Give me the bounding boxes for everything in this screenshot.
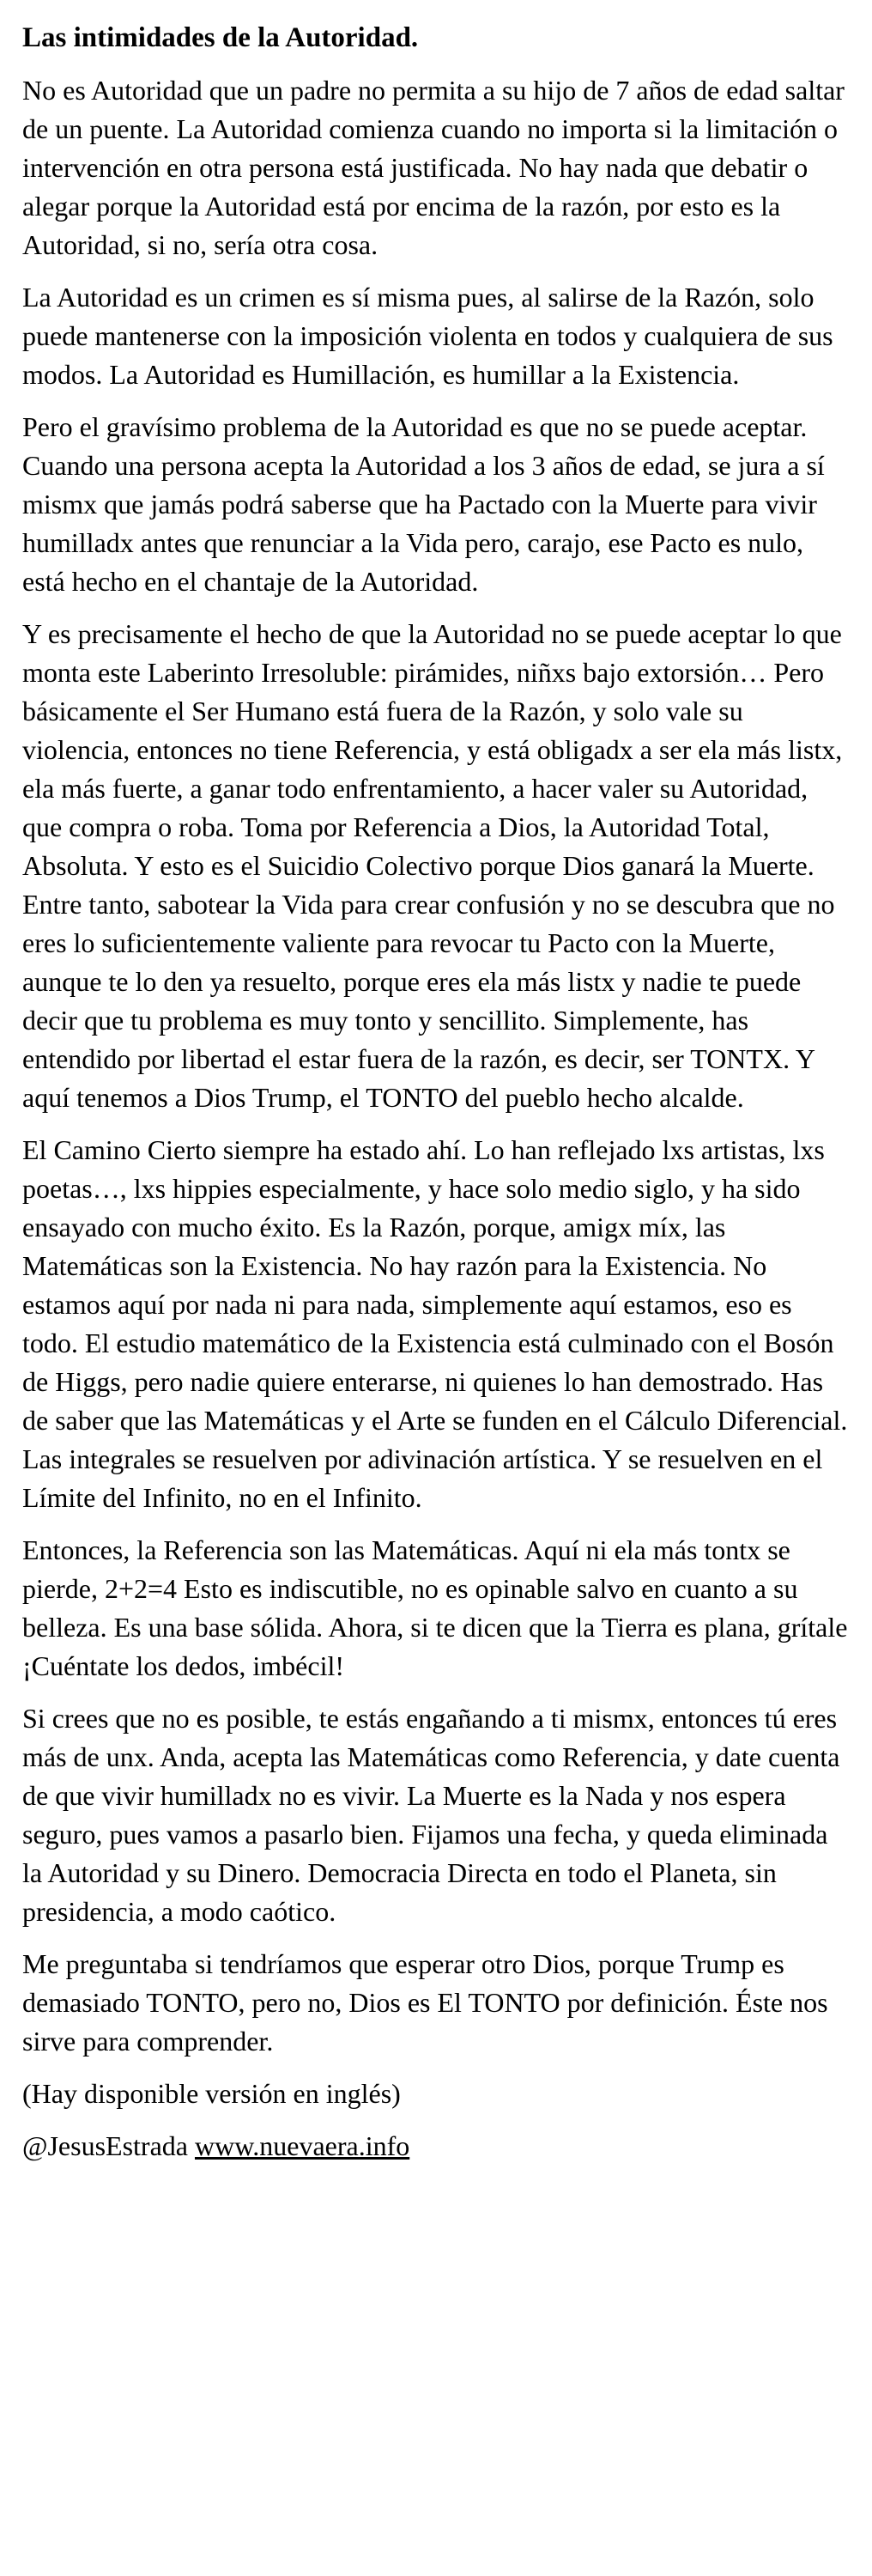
signature-line	[22, 2127, 850, 2166]
paragraph-1: No es Autoridad que un padre no permita a su hijo de 7 años de edad saltar de un puente. La Autoridad comienza cuando no importa si la limitación o intervención en otra persona está justificada. No hay nada que debatir o alegar porque la Autoridad está por encima de la razón, por esto es la Autoridad, si no, sería otra cosa.	[22, 75, 845, 260]
website-link[interactable]: www.nuevaera.info	[194, 2130, 410, 2161]
paragraph-5: El Camino Cierto siempre ha estado ahí. Lo han reflejado lxs artistas, lxs poetas…, lxs hippies especialmente, y hace solo medio siglo, y ha sido ensayado con mucho éxito. Es la Razón, porque, amigx míx, las Matemáticas son la Existencia. No hay razón para la Existencia. No estamos aquí por nada ni para nada, simplemente aquí estamos, eso es todo. El estudio matemático de la Existencia está culminado con el Bosón de Higgs, pero nadie quiere enterarse, ni quienes lo han demostrado. Has de saber que las Matemáticas y el Arte se funden en el Cálculo Diferencial. Las integrales se resuelven por adivinación artística. Y se resuelven en el Límite del Infinito, no en el Infinito.	[22, 1134, 848, 1513]
paragraph-3: Pero el gravísimo problema de la Autoridad es que no se puede aceptar. Cuando una persona acepta la Autoridad a los 3 años de edad, se jura a sí mismx que jamás podrá saberse que ha Pactado con la Muerte para vivir humilladx antes que renunciar a la Vida pero, carajo, ese Pacto es nulo, está hecho en el chantaje de la Autoridad.	[22, 411, 825, 597]
paragraph-6: Entonces, la Referencia son las Matemáticas. Aquí ni ela más tontx se pierde, 2+2=4 Esto es indiscutible, no es opinable salvo en cuanto a su belleza. Es una base sólida. Ahora, si te dicen que la Tierra es plana, grítale ¡Cuéntate los dedos, imbécil!	[22, 1534, 848, 1681]
paragraph-7: Si crees que no es posible, te estás engañando a ti mismx, entonces tú eres más de unx. Anda, acepta las Matemáticas como Referencia, y date cuenta de que vivir humilladx no es vivir. La Muerte es la Nada y nos espera seguro, pues vamos a pasarlo bien. Fijamos una fecha, y queda eliminada la Autoridad y su Dinero. Democracia Directa en todo el Planeta, sin presidencia, a modo caótico.	[22, 1703, 840, 1927]
english-version-note: (Hay disponible versión en inglés)	[22, 2078, 401, 2109]
paragraph-2: La Autoridad es un crimen es sí misma pues, al salirse de la Razón, solo puede mantenerse con la imposición violenta en todos y cualquiera de sus modos. La Autoridad es Humillación, es humillar a la Existencia.	[22, 282, 833, 390]
document-title: Las intimidades de la Autoridad.	[22, 22, 419, 53]
author-handle: @JesusEstrada	[22, 2130, 188, 2161]
paragraph-8: Me preguntaba si tendríamos que esperar otro Dios, porque Trump es demasiado TONTO, pero no, Dios es El TONTO por definición. Éste nos sirve para comprender.	[22, 1948, 828, 2057]
paragraph-4: Y es precisamente el hecho de que la Autoridad no se puede aceptar lo que monta este Laberinto Irresoluble: pirámides, niñxs bajo extorsión… Pero básicamente el Ser Humano está fuera de la Razón, y solo vale su violencia, entonces no tiene Referencia, y está obligadx a ser ela más listx, ela más fuerte, a ganar todo enfrentamiento, a hacer valer su Autoridad, que compra o roba. Toma por Referencia a Dios, la Autoridad Total, Absoluta. Y esto es el Suicidio Colectivo porque Dios ganará la Muerte. Entre tanto, sabotear la Vida para crear confusión y no se descubra que no eres lo suficientemente valiente para revocar tu Pacto con la Muerte, aunque te lo den ya resuelto, porque eres ela más listx y nadie te puede decir que tu problema es muy tonto y sencillito. Simplemente, has entendido por libertad el estar fuera de la razón, es decir, ser TONTX. Y aquí tenemos a Dios Trump, el TONTO del pueblo hecho alcalde.	[22, 618, 843, 1113]
